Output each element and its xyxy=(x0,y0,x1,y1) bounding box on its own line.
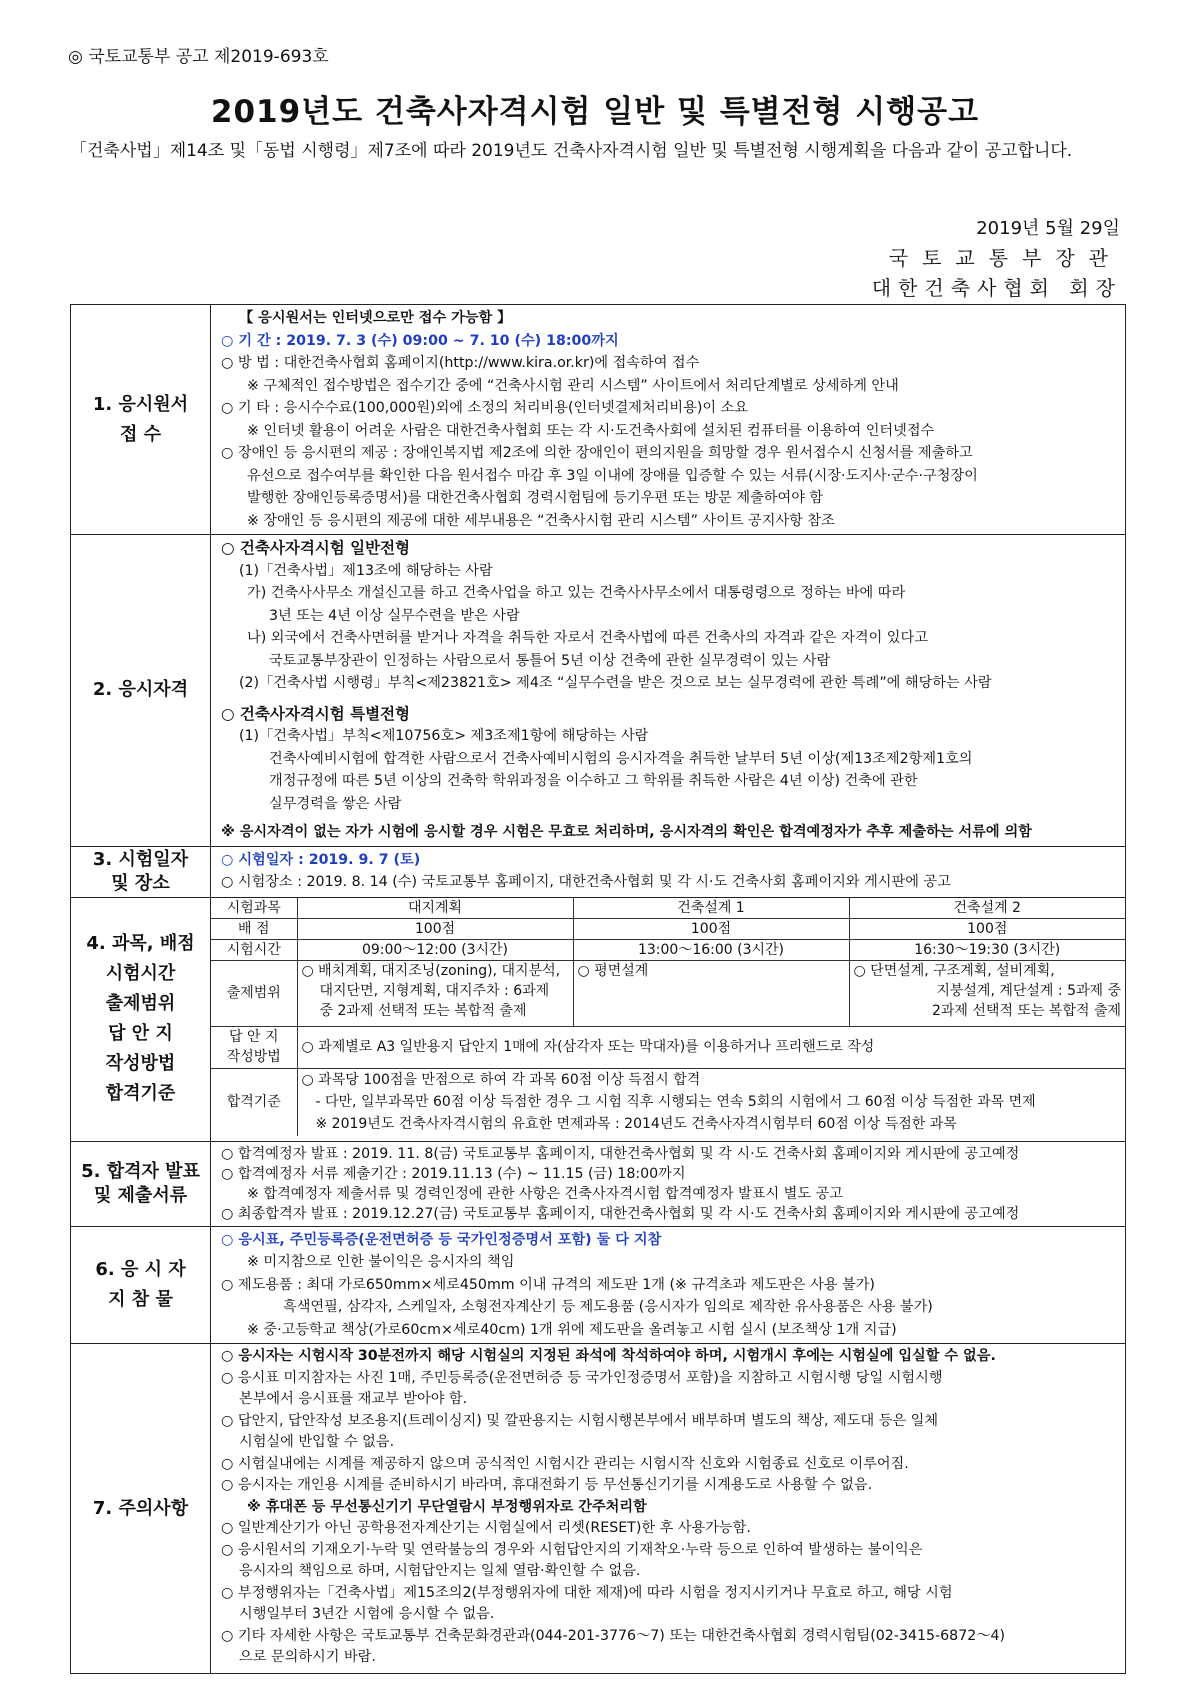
section-body xyxy=(211,305,1126,535)
text-line: ※ 구체적인 접수방법은 접수기간 중에 “건축사시험 관리 시스템” 사이트에서 처리단계별로 상세하게 안내 xyxy=(247,377,899,394)
table-cell: 건축설계 1 xyxy=(573,898,849,919)
section-title: 2. 응시자격 xyxy=(71,535,211,847)
text-line: ○ 응시자는 시험시작 30분전까지 해당 시험실의 지정된 좌석에 착석하여야 하며, 시험개시 후에는 시험실에 입실할 수 없음. xyxy=(221,1348,996,1364)
text-line: ○ 합격예정자 발표 : 2019. 11. 8(금) 국토교통부 홈페이지, 대한건축사협회 및 각 시·도 건축사회 홈페이지와 게시판에 공고예정 xyxy=(221,1145,1020,1162)
text-line: ○ 시험일자 : 2019. 9. 7 (토) xyxy=(221,851,421,868)
text-line: 본부에서 응시표를 재교부 받아야 함. xyxy=(239,1391,468,1407)
text-line: ○ 응시자는 개인용 시계를 준비하시기 바라며, 휴대전화기 등 무선통신기기를 시계용도로 사용할 수 없음. xyxy=(221,1477,873,1493)
table-row xyxy=(211,939,1125,960)
row-label: 시험시간 xyxy=(211,939,297,960)
text-line: 3년 또는 4년 이상 실무수련을 받은 사람 xyxy=(269,607,520,624)
text-line: ○ 건축사자격시험 특별전형 xyxy=(221,704,411,723)
text-line: ※ 장애인 등 응시편의 제공에 대한 세부내용은 “건축사시험 관리 시스템” 사이트 공지사항 참조 xyxy=(247,512,835,529)
table-cell: 100점 xyxy=(849,918,1125,939)
row-label: 출제범위 xyxy=(211,960,297,1026)
section-eligibility xyxy=(71,535,1126,847)
table-row xyxy=(211,1026,1125,1068)
page-title: 2019년도 건축사자격시험 일반 및 특별전형 시행공고 xyxy=(210,94,980,130)
section-title: 3. 시험일자 및 장소 xyxy=(71,846,211,897)
section-body xyxy=(211,846,1126,897)
table-cell: 대지계획 xyxy=(297,898,573,919)
text-line: 건축사예비시험에 합격한 사람으로서 건축사예비시험의 응시자격을 취득한 날부터 5년 이상(제13조제2항제1호의 xyxy=(269,750,973,767)
text-line: ○ 응시표, 주민등록증(운전면허증 등 국가인정증명서 포함) 둘 다 지참 xyxy=(221,1231,662,1248)
row-label: 합격기준 xyxy=(211,1068,297,1136)
row-label: 시험과목 xyxy=(211,898,297,919)
text-line: 시험실에 반입할 수 없음. xyxy=(239,1434,395,1450)
section-title: 1. 응시원서 접 수 xyxy=(71,305,211,535)
text-line: ○ 건축사자격시험 일반전형 xyxy=(221,539,411,557)
text-line: 으로 문의하시기 바람. xyxy=(239,1649,376,1665)
text-line: 유선으로 접수여부를 확인한 다음 원서접수 마감 후 3일 이내에 장애를 입증할 수 있는 서류(시장·도지사·군수·구청장이 xyxy=(247,467,978,484)
text-line: 나) 외국에서 건축사면허를 받거나 자격을 취득한 자로서 건축사법에 따른 건축사의 자격과 같은 자격이 있다고 xyxy=(247,630,928,646)
table-cell: ○ 단면설계, 구조계획, 설비계획, 지붕설계, 계단설계 : 5과제 중 2과제 선택적 또는 복합적 출제 xyxy=(849,960,1125,1026)
text-line: ○ 시험실내에는 시계를 제공하지 않으며 공식적인 시험시간 관리는 시험시작 신호와 시험종료 신호로 이루어짐. xyxy=(221,1455,909,1472)
notice-number: ◎ 국토교통부 공고 제2019-693호 xyxy=(68,47,329,67)
text-line: ※ 중·고등학교 책상(가로60cm×세로40cm) 1개 위에 제도판을 올려놓고 시험 실시 (보조책상 1개 지급) xyxy=(247,1321,897,1338)
table-cell: 16:30～19:30 (3시간) xyxy=(849,939,1125,960)
text-line: 흑색연필, 삼각자, 스케일자, 소형전자계산기 등 제도용품 (응시자가 임의로 제작한 유사용품은 사용 불가) xyxy=(283,1299,933,1315)
text-line: ○ 응시표 미지참자는 사진 1매, 주민등록증(운전면허증 등 국가인정증명서 포함)을 지참하고 시험시행 당일 시험시행 xyxy=(221,1369,943,1386)
text-line: ○ 부정행위자는「건축사법」제15조의2(부정행위자에 대한 제재)에 따라 시험을 정지시키거나 무효로 하고, 해당 시험 xyxy=(221,1584,953,1601)
announcement-table xyxy=(70,304,1126,1674)
table-cell: 건축설계 2 xyxy=(849,898,1125,919)
text-line: 실무경력을 쌓은 사람 xyxy=(269,795,402,812)
table-cell: ○ 배치계획, 대지조닝(zoning), 대지분석, 대지단면, 지형계획, 대지주차 : 6과제 중 2과제 선택적 또는 복합적 출제 xyxy=(297,960,573,1026)
text-line: ○ 제도용품 : 최대 가로650mm×세로450mm 이내 규격의 제도판 1개 (※ 규격초과 제도판은 사용 불가) xyxy=(221,1276,875,1293)
text-line: 응시자의 책임으로 하며, 시험답안지는 일체 열람·확인할 수 없음. xyxy=(239,1563,641,1579)
section-title: 4. 과목, 배점 시험시간 출제범위 답 안 지 작성방법 합격기준 xyxy=(71,897,211,1141)
section-body xyxy=(211,897,1126,1141)
section-belongings xyxy=(71,1226,1126,1344)
intro-text: 「건축사법」제14조 및「동법 시행령」제7조에 따라 2019년도 건축사자격시험 일반 및 특별전형 시행계획을 다음과 같이 공고합니다. xyxy=(70,141,1073,161)
row-label: 배 점 xyxy=(211,918,297,939)
text-line: ○ 기 간 : 2019. 7. 3 (수) 09:00 ~ 7. 10 (수) 18:00까지 xyxy=(221,332,619,349)
section-application xyxy=(71,305,1126,535)
section-title: 5. 합격자 발표 및 제출서류 xyxy=(71,1141,211,1226)
table-cell: 13:00～16:00 (3시간) xyxy=(573,939,849,960)
section-precautions xyxy=(71,1344,1126,1674)
spacer xyxy=(221,695,1117,703)
table-row xyxy=(211,898,1125,919)
section-title: 6. 응 시 자 지 참 물 xyxy=(71,1226,211,1344)
text-line: ※ 미지참으로 인한 불이익은 응시자의 책임 xyxy=(247,1254,515,1270)
text-line: ○ 일반계산기가 아닌 공학용전자계산기는 시험실에서 리셋(RESET)한 후 사용가능함. xyxy=(221,1520,751,1536)
text-line: 국토교통부장관이 인정하는 사람으로서 통틀어 5년 이상 건축에 관한 실무경력이 있는 사람 xyxy=(269,652,831,669)
table-row xyxy=(211,918,1125,939)
table-row xyxy=(211,960,1125,1026)
text-line: ※ 응시자격이 없는 자가 시험에 응시할 경우 시험은 무효로 처리하며, 응시자격의 확인은 합격예정자가 추후 제출하는 서류에 의함 xyxy=(221,824,1032,840)
subjects-table xyxy=(211,898,1125,1137)
section-results xyxy=(71,1141,1126,1226)
text-line: ○ 기타 자세한 사항은 국토교통부 건축문화경관과(044-201-3776～7) 또는 대한건축사협회 경력시험팀(02-3415-6872～4) xyxy=(221,1627,1006,1644)
text-line: ○ 합격예정자 서류 제출기간 : 2019.11.13 (수) ~ 11.15 (금) 18:00까지 xyxy=(221,1165,686,1182)
text-line: ○ 장애인 등 응시편의 제공 : 장애인복지법 제2조에 의한 장애인이 편의지원을 희망할 경우 원서접수시 신청서를 제출하고 xyxy=(221,445,973,461)
text-line: 개정규정에 따른 5년 이상의 건축학 학위과정을 이수하고 그 학위를 취득한 사람은 4년 이상) 건축에 관한 xyxy=(269,773,918,789)
section-subjects xyxy=(71,897,1126,1141)
text-line: (1)「건축사법」부칙<제10756호> 제3조제1항에 해당하는 사람 xyxy=(239,728,649,744)
table-cell: 100점 xyxy=(573,918,849,939)
notice-date: 2019년 5월 29일 xyxy=(976,218,1120,239)
table-row xyxy=(211,1068,1125,1136)
text-line: ○ 방 법 : 대한건축사협회 홈페이지(http://www.kira.or.kr)에 접속하여 접수 xyxy=(221,355,700,371)
text-line: ○ 기 타 : 응시수수료(100,000원)외에 소정의 처리비용(인터넷결제처리비용)이 소요 xyxy=(221,400,748,416)
text-line: (1)「건축사법」제13조에 해당하는 사람 xyxy=(239,562,493,579)
text-line: ○ 시험장소 : 2019. 8. 14 (수) 국토교통부 홈페이지, 대한건축사협회 및 각 시·도 건축사회 홈페이지와 게시판에 공고 xyxy=(221,874,951,890)
row-label: 답 안 지 작성방법 xyxy=(211,1026,297,1068)
table-cell: ○ 평면설계 xyxy=(573,960,849,1026)
text-line: 시행일부터 3년간 시험에 응시할 수 없음. xyxy=(239,1606,495,1622)
text-line: ○ 응시원서의 기재오기·누락 및 연락불능의 경우와 시험답안지의 기재착오·누락 등으로 인하여 발생하는 불이익은 xyxy=(221,1541,923,1558)
text-line: ※ 휴대폰 등 무선통신기기 무단열람시 부정행위자로 간주처리함 xyxy=(247,1498,647,1515)
section-body xyxy=(211,1141,1126,1226)
table-cell: 09:00～12:00 (3시간) xyxy=(297,939,573,960)
signer-association: 대한건축사협회 회장 xyxy=(871,276,1122,300)
text-line: 가) 건축사사무소 개설신고를 하고 건축사업을 하고 있는 건축사사무소에서 대통령령으로 정하는 바에 따라 xyxy=(247,585,906,601)
text-line: (2)「건축사법 시행령」부칙<제23821호> 제4조 “실무수련을 받은 것으로 보는 실무경력에 관한 특례”에 해당하는 사람 xyxy=(239,675,992,691)
section-body xyxy=(211,1344,1126,1674)
signer-ministry: 국토교통부장관 xyxy=(888,246,1122,270)
text-line: ○ 답안지, 답안작성 보조용지(트레이싱지) 및 깔판용지는 시험시행본부에서 배부하며 별도의 책상, 제도대 등은 일체 xyxy=(221,1412,939,1429)
section-body xyxy=(211,535,1126,847)
text-line: ※ 인터넷 활용이 어려운 사람은 대한건축사협회 또는 각 시·도건축사회에 설치된 컴퓨터를 이용하여 인터넷접수 xyxy=(247,422,935,439)
table-cell: ○ 과제별로 A3 일반용지 답안지 1매에 자(삼각자 또는 막대자)를 이용하거나 프리핸드로 작성 xyxy=(297,1026,1125,1068)
text-line: 【 응시원서는 인터넷으로만 접수 가능함 】 xyxy=(239,310,512,326)
section-body xyxy=(211,1226,1126,1344)
table-cell: 100점 xyxy=(297,918,573,939)
section-title: 7. 주의사항 xyxy=(71,1344,211,1674)
table-cell: ○ 과목당 100점을 만점으로 하여 각 과목 60점 이상 득점시 합격 - 다만, 일부과목만 60점 이상 득점한 경우 그 시험 직후 시행되는 연속 5회의 시험에서 그 60점 이상 득점한 과목 면제 ※ 2019년도 건축사자격시험의 유효한 면제과목 : 2014년도 건축사자격시험부터 60점 이상 득점한 과목 xyxy=(297,1068,1125,1136)
text-line: ※ 합격예정자 제출서류 및 경력인정에 관한 사항은 건축사자격시험 합격예정자 발표시 별도 공고 xyxy=(247,1185,843,1202)
text-line: ○ 최종합격자 발표 : 2019.12.27(금) 국토교통부 홈페이지, 대한건축사협회 및 각 시·도 건축사회 홈페이지와 게시판에 공고예정 xyxy=(221,1205,1020,1222)
text-line: 발행한 장애인등록증명서)를 대한건축사협회 경력시험팀에 등기우편 또는 방문 제출하여야 함 xyxy=(247,490,824,506)
section-exam-date xyxy=(71,846,1126,897)
